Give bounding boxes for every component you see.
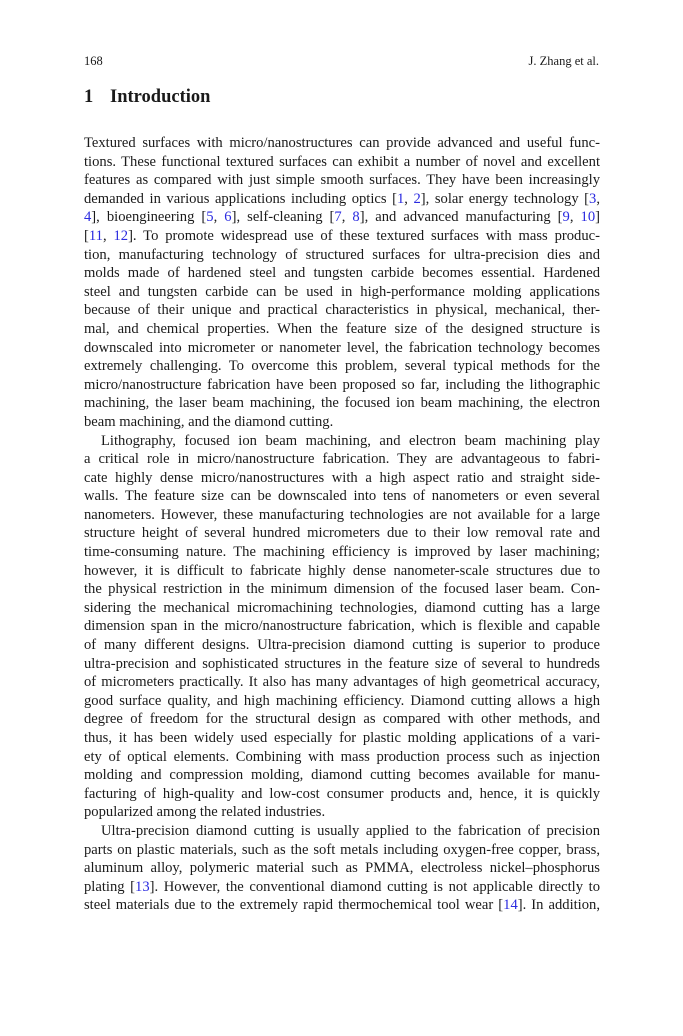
text-line: downscaled into micrometer or nanometer level, the fabrication technology becomes (84, 339, 600, 356)
page-number: 168 (84, 54, 103, 68)
text-line: facturing of high-quality and low-cost consumer products and, hence, it is quickly (84, 785, 600, 802)
text-line: tions. These functional textured surfaces can exhibit a number of novel and excellent (84, 153, 600, 170)
citation-link[interactable]: 9 (562, 209, 570, 226)
citation-link[interactable]: 2 (413, 190, 421, 207)
citation-link[interactable]: 3 (589, 190, 597, 207)
text-line: popularized among the related industries. (84, 804, 326, 821)
running-author: J. Zhang et al. (528, 54, 599, 68)
text-line: cate highly dense micro/nanostructures with a high aspect ratio and straight side- (84, 469, 600, 486)
citation-link[interactable]: 4 (84, 209, 92, 226)
text-line: ety of optical elements. Combining with mass production process such as injection (84, 748, 600, 765)
citation-link[interactable]: 6 (224, 209, 232, 226)
citation-link[interactable]: 11 (88, 227, 103, 244)
text-line: beam machining, and the diamond cutting. (84, 413, 334, 430)
text-line: steel materials due to the extremely rapid thermochemical tool wear [14]. In addition, (84, 897, 600, 914)
text-line: tion, manufacturing technology of structured surfaces for ultra-precision dies and (84, 246, 600, 263)
text-line: sidering the mechanical micromachining technologies, diamond cutting has a large (84, 599, 600, 616)
citation-link[interactable]: 10 (580, 209, 596, 226)
text-line: molds made of hardened steel and tungsten carbide becomes essential. Hardened (84, 265, 600, 282)
text-line: structure height of several hundred micrometers due to their low removal rate and (84, 525, 600, 542)
citation-link[interactable]: 5 (206, 209, 214, 226)
text-line: walls. The feature size can be downscaled into tens of nanometers or even several (84, 488, 600, 505)
text-line: features as compared with just simple smooth surfaces. They have been increasingly (84, 172, 600, 189)
text-line: extremely challenging. To overcome this problem, several typical methods for the (84, 358, 600, 375)
text-line: parts on plastic materials, such as the soft metals including oxygen-free copper, brass, (84, 841, 600, 858)
citation-link[interactable]: 8 (352, 209, 360, 226)
text-line: however, it is difficult to fabricate highly dense nanometer-scale structures due to (84, 562, 600, 579)
text-line: plating [13]. However, the conventional diamond cutting is not applicable directly to (84, 878, 601, 895)
citation-link[interactable]: 13 (135, 878, 150, 895)
text-line: [11, 12]. To promote widespread use of these textured surfaces with mass produc- (84, 227, 600, 244)
section-heading (84, 87, 210, 108)
text-line: ultra-precision and sophisticated structures in the feature size of several to hundreds (84, 655, 600, 672)
citation-link[interactable]: 14 (503, 897, 518, 914)
paragraph (84, 822, 600, 915)
text-line: time-consuming nature. The machining efficiency is improved by laser machining; (84, 544, 600, 561)
text-line: the physical restriction in the minimum dimension of the focused laser beam. Con- (84, 581, 600, 598)
text-line: mal, and chemical properties. When the feature size of the designed structure is (84, 320, 600, 337)
text-line: Ultra-precision diamond cutting is usually applied to the fabrication of precision (101, 822, 600, 839)
paragraph (84, 134, 600, 432)
citation-link[interactable]: 1 (396, 190, 405, 207)
text-line: molding and compression molding, diamond cutting becomes available for manu- (84, 767, 600, 784)
text-line: steel and tungsten carbide can be used in high-performance molding applications (84, 283, 600, 300)
text-line: of micrometers practically. It also has many advantages of high geometrical accuracy, (84, 674, 600, 691)
text-line: machining, the laser beam machining, the focused ion beam machining, the electron (84, 395, 600, 412)
text-line: Lithography, focused ion beam machining, and electron beam machining play (101, 432, 600, 449)
text-line: degree of freedom for the structural design as compared with other methods, and (84, 711, 600, 728)
body-text (84, 134, 600, 915)
citation-link[interactable]: 12 (113, 227, 129, 244)
text-line: nanometers. However, these manufacturing technologies are not available for a large (84, 506, 600, 523)
text-line: thus, it has been widely used especially for plastic molding applications of a vari- (84, 730, 600, 746)
text-line: micro/nanostructure fabrication have been proposed so far, including the lithographic (84, 376, 600, 393)
text-line: a critical role in micro/nanostructure fabrication. They are advantageous to fabri- (84, 451, 600, 468)
section-title: Introduction (110, 87, 211, 107)
text-line: Textured surfaces with micro/nanostructures can provide advanced and useful func- (84, 135, 600, 151)
text-line: dimension span in the micro/nanostructure fabrication, which is flexible and capable (84, 618, 600, 635)
text-line: 4], bioengineering [5, 6], self-cleaning [7, 8], and advanced manufacturing [9, 10] (84, 209, 601, 226)
paragraph (84, 432, 600, 822)
text-line: demanded in various applications including optics [1, 2], solar energy technology [3, (84, 190, 600, 207)
text-line: aluminum alloy, polymeric material such as PMMA, electroless nickel–phosphorus (84, 860, 600, 877)
section-number: 1 (84, 87, 94, 107)
text-line: good surface quality, and high machining efficiency. Diamond cutting allows a high (84, 692, 600, 709)
text-line: because of their unique and practical characteristics in physical, mechanical, ther- (84, 302, 600, 319)
running-head (84, 54, 599, 70)
text-line: of many different designs. Ultra-precision diamond cutting is superior to produce (84, 637, 600, 654)
citation-link[interactable]: 7 (334, 209, 342, 226)
